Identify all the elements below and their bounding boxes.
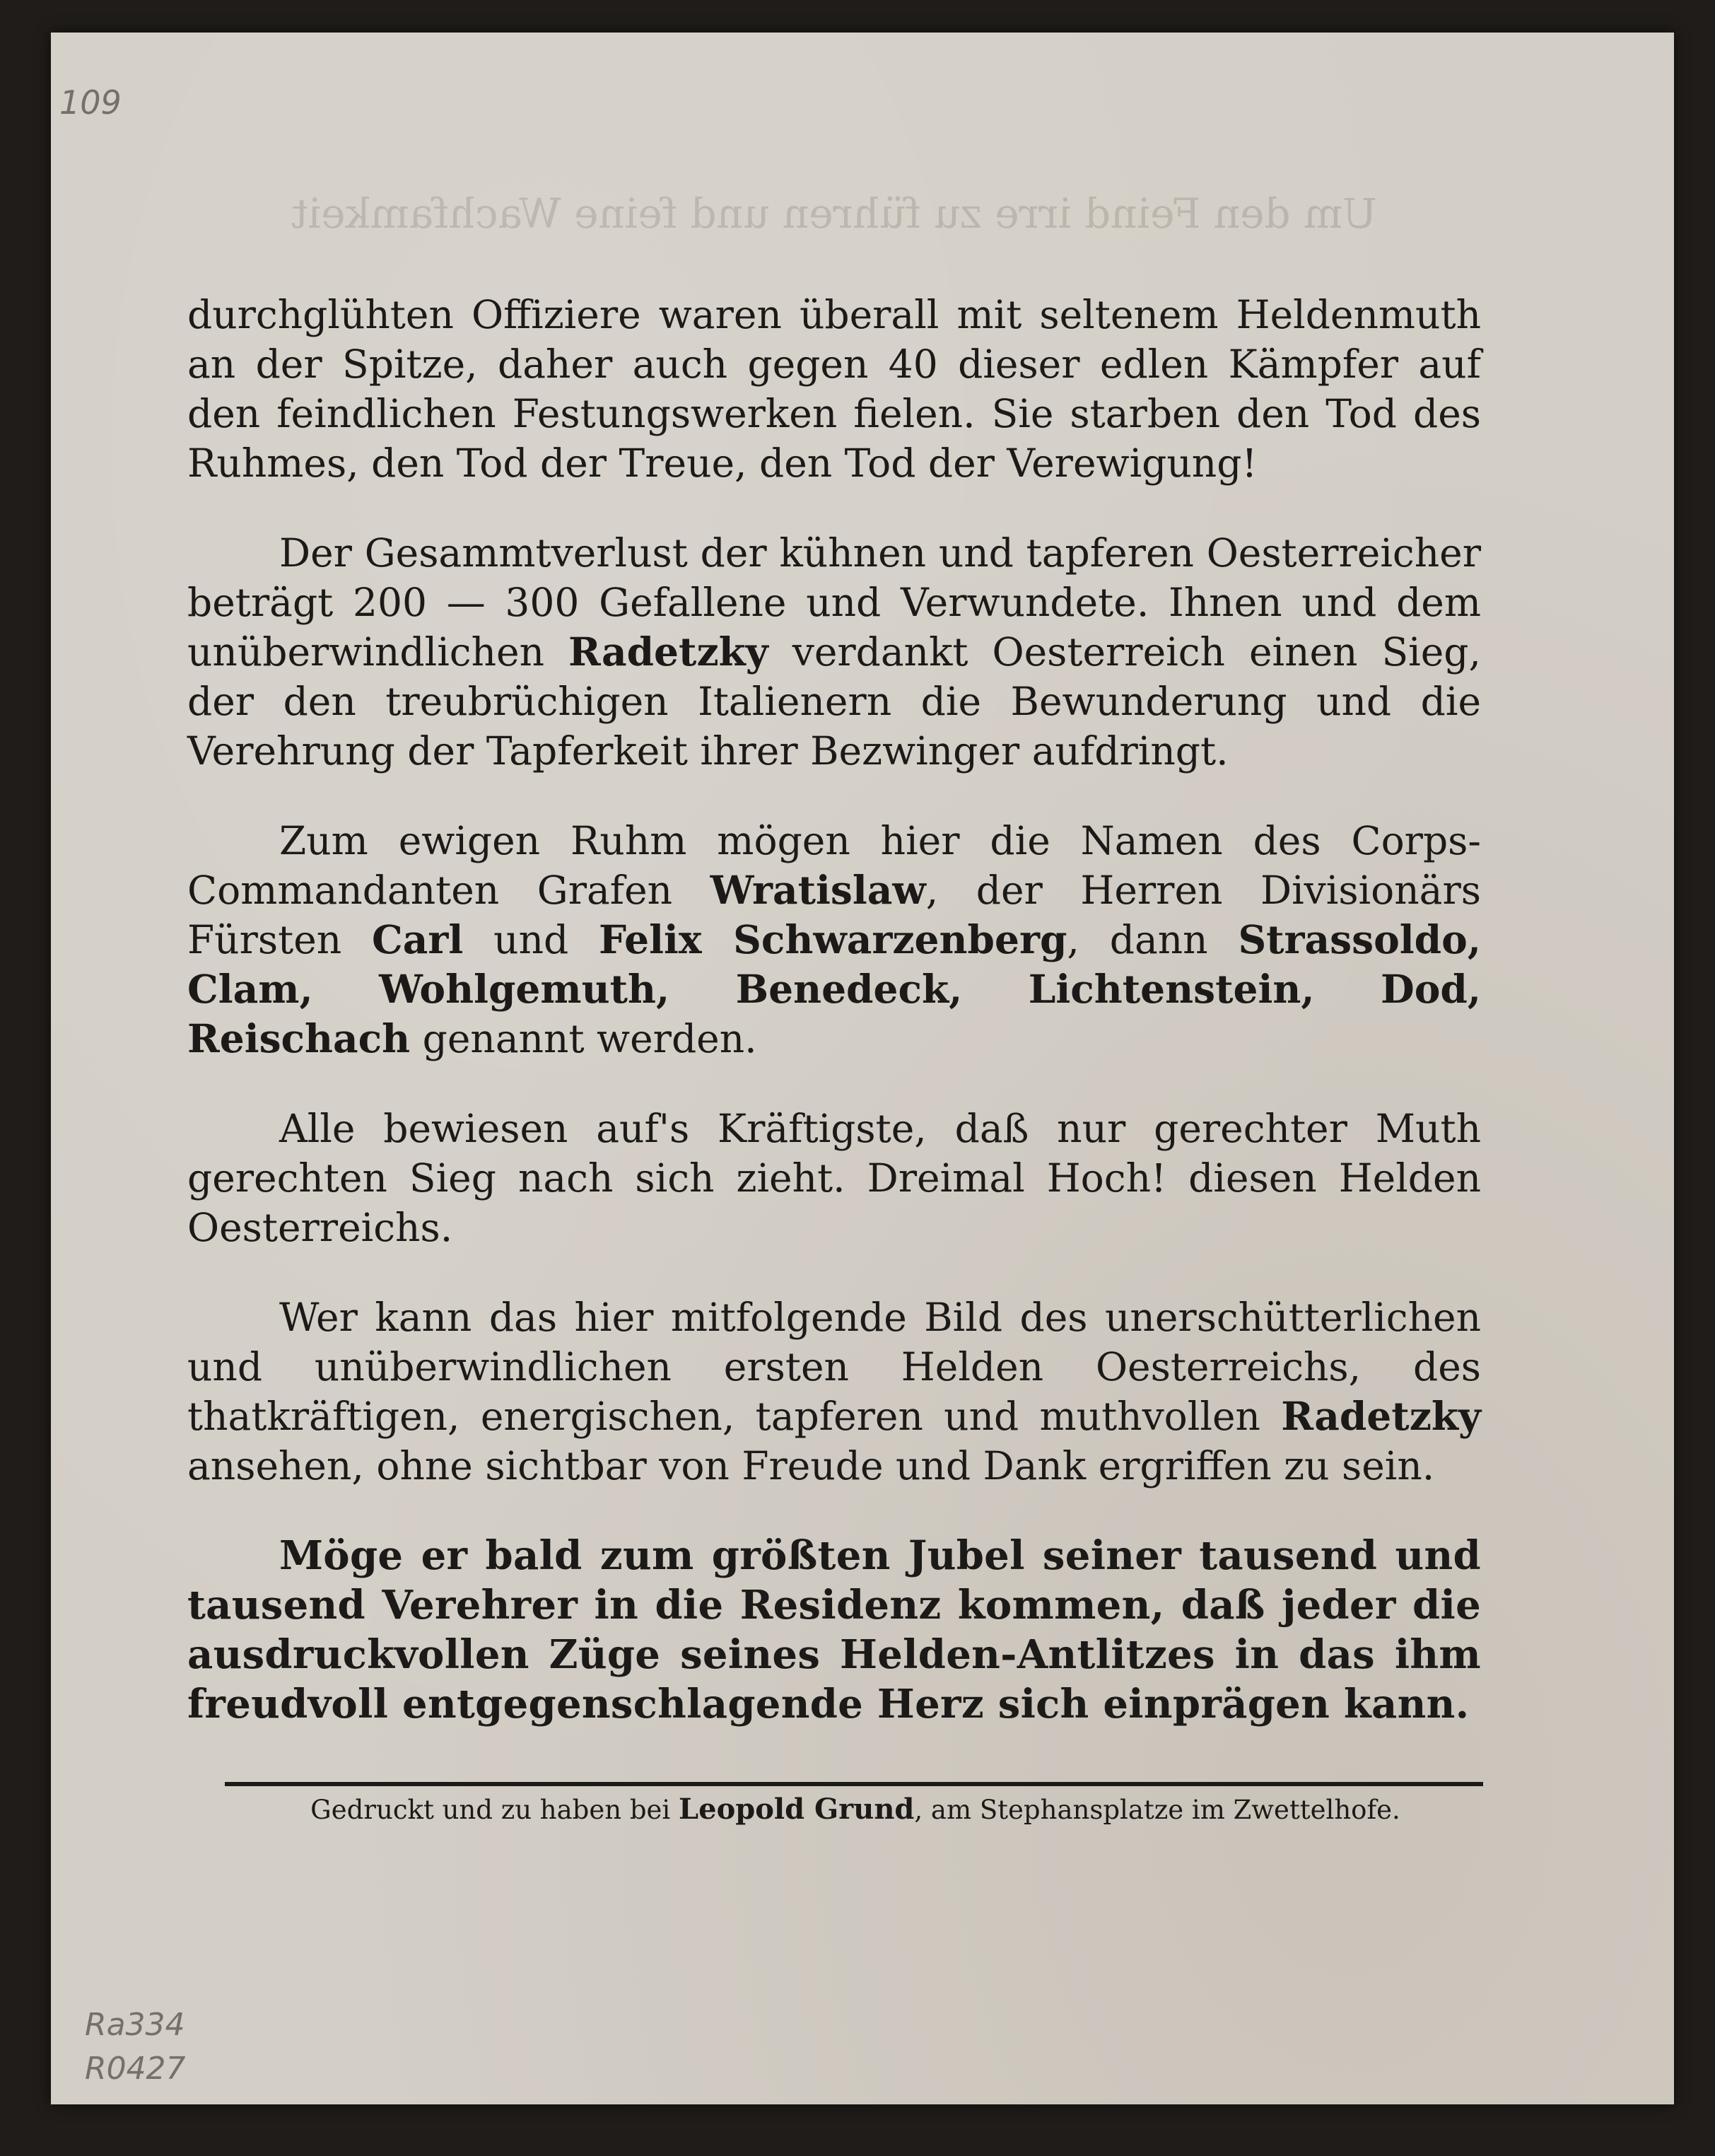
text-run: verdankt Oesterreich einen Sieg, der den treubrüchigen Italienern die Bewunderung und die Verehrung der Tapferkeit ihrer Bezwinger aufdringt. <box>187 629 1481 774</box>
imprint-after: , am Stephansplatze im Zwettelhofe. <box>914 1795 1400 1825</box>
paragraph-3 <box>187 816 1481 1064</box>
name-radetzky: Radetzky <box>568 629 768 675</box>
paragraph-6-closing <box>187 1531 1481 1729</box>
name-wratislaw: Wratislaw <box>710 867 926 913</box>
name-radetzky: Radetzky <box>1281 1393 1481 1439</box>
text-run: und <box>463 917 599 962</box>
text-run: Zum ewigen Ruhm mögen hier die Namen des Corps-Commandanten Grafen <box>187 818 1481 913</box>
paragraph-2 <box>187 528 1481 776</box>
text-run: ansehen, ohne sichtbar von Freude und Dank ergriffen zu sein. <box>187 1443 1435 1488</box>
paragraph-5 <box>187 1293 1481 1491</box>
text-run: Wer kann das hier mitfolgende Bild des unerschütterlichen und unüberwindlichen ersten Helden Oesterreichs, des thatkräftigen, energischen, tapferen und muthvollen <box>187 1295 1481 1439</box>
name-felix-schwarzenberg: Felix Schwarzenberg <box>599 916 1067 962</box>
shelfmark-1: Ra334 <box>85 2007 185 2043</box>
imprint-before: Gedruckt und zu haben bei <box>310 1795 679 1825</box>
folio-number: 109 <box>59 83 122 122</box>
text-run: genannt werden. <box>410 1016 757 1061</box>
text-run: , der Herren Divisionärs Fürsten <box>187 868 1481 962</box>
bleed-through-text: Um den Feind irre zu führen und feine Wachfamkeit <box>291 190 1377 238</box>
paragraph-4 <box>187 1104 1481 1252</box>
text-run: Alle bewiesen auf's Kräftigste, daß nur gerechter Muth gerechten Sieg nach sich zieht. Dreimal Hoch! diesen Helden Oesterreichs. <box>187 1106 1481 1250</box>
body-text <box>187 290 1481 1769</box>
text-run: Der Gesammtverlust der kühnen und tapferen Oesterreicher beträgt 200 — 300 Gefallene und Verwundete. Ihnen und dem unüberwindlichen <box>187 530 1481 675</box>
divider-rule <box>225 1782 1483 1786</box>
printer-imprint <box>226 1793 1485 1826</box>
names-generals: Strassoldo, Clam, Wohlgemuth, Benedeck, Lichtenstein, Dod, Reischach <box>187 916 1481 1061</box>
paragraph-1 <box>187 290 1481 488</box>
text-run: Möge er bald zum größten Jubel seiner tausend und tausend Verehrer in die Residenz kommen, daß jeder die ausdruckvollen Züge seines Helden-Antlitzes in das ihm freudvoll entgegenschlagende Herz sich einprägen kann. <box>187 1532 1481 1727</box>
text-run: durchglühten Offiziere waren überall mit seltenem Heldenmuth an der Spitze, daher auch gegen 40 dieser edlen Kämpfer auf den feindlichen Festungswerken fielen. Sie starben den Tod des Ruhmes, den Tod der Treue, den Tod der Verewigung! <box>187 292 1481 486</box>
name-carl: Carl <box>372 916 464 962</box>
imprint-printer: Leopold Grund <box>679 1793 915 1826</box>
text-run: , dann <box>1067 917 1239 962</box>
shelfmark-2: R0427 <box>85 2051 186 2087</box>
